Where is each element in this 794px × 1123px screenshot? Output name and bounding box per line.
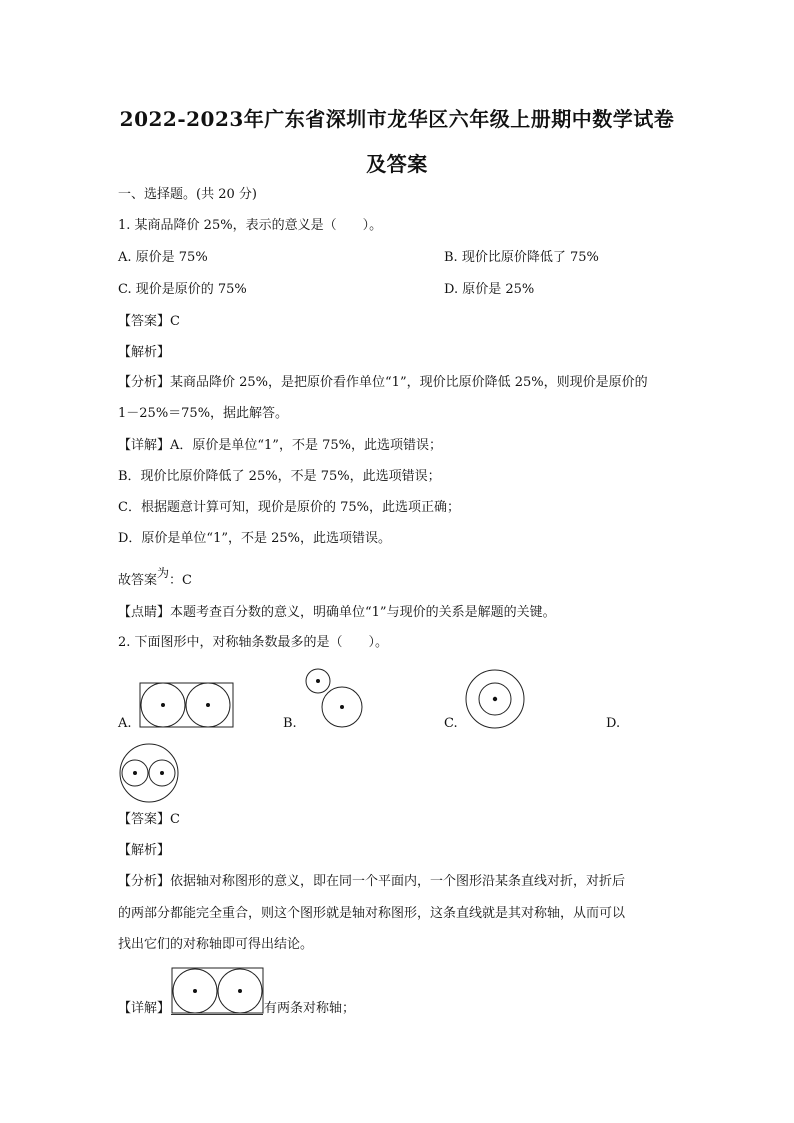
q1-option-a: A. 原价是 75% [118,250,208,265]
q2-label-b: B. [283,716,297,731]
q1-fenxi-line-2: 1－25%＝75%，据此解答。 [118,406,289,421]
q1-fenxi-line-1: 【分析】某商品降价 25%，是把原价看作单位“1”，现价比原价降低 25%，则现价是原价的 [118,375,648,390]
q2-answer: 【答案】C [118,812,180,827]
q1-detail-line-1: 【详解】A．原价是单位“1”，不是 75%，此选项错误； [118,438,442,453]
page-title: 2022-2023年广东省深圳市龙华区六年级上册期中数学试卷 [119,107,675,131]
q1-final-text: 故答案 [118,573,158,588]
figure-c-concentric-circles [464,668,526,730]
q1-dianjing: 【点睛】本题考查百分数的意义，明确单位“1”与现价的关系是解题的关键。 [118,605,556,620]
q1-option-b: B. 现价比原价降低了 75% [444,250,599,265]
question-1-stem: 1. 某商品降价 25%，表示的意义是（ ）。 [118,218,383,233]
q2-label-a: A. [118,716,132,731]
q1-analysis-label: 【解析】 [118,345,171,360]
q1-final-answer [118,566,192,591]
figure-b-offset-circles [302,664,366,730]
q2-label-d: D. [606,716,621,731]
detail-figure-underline [171,1014,263,1015]
detail-figure-rect-two-circles [171,966,265,1016]
q2-detail-prefix: 【详解】 [118,1001,171,1016]
q1-final-sup: 为 [157,566,170,580]
q2-analysis-label: 【解析】 [118,843,171,858]
q2-detail-suffix: 有两条对称轴； [264,1001,356,1016]
q2-label-c: C. [444,716,458,731]
q1-final-value: ：C [169,573,192,588]
q1-detail-line-3: C．根据题意计算可知，现价是原价的 75%，此选项正确； [118,500,460,515]
figure-d-circle-with-two-circles [118,742,180,804]
figure-a-rect-two-circles [138,680,236,730]
q1-detail-line-2: B．现价比原价降低了 25%，不是 75%，此选项错误； [118,469,441,484]
q1-answer: 【答案】C [118,314,180,329]
q2-fenxi-line-1: 【分析】依据轴对称图形的意义，即在同一个平面内，一个图形沿某条直线对折，对折后 [118,874,626,889]
q1-option-d: D. 原价是 25% [444,282,535,297]
q1-option-c: C. 现价是原价的 75% [118,282,247,297]
question-2-stem: 2. 下面图形中，对称轴条数最多的是（ ）。 [118,635,389,650]
q1-detail-line-4: D．原价是单位“1”，不是 25%，此选项错误。 [118,531,392,546]
q2-fenxi-line-3: 找出它们的对称轴即可得出结论。 [118,937,314,952]
section-header: 一、选择题。(共 20 分) [118,187,257,202]
page-title-continued: 及答案 [366,152,428,176]
q2-fenxi-line-2: 的两部分都能完全重合，则这个图形就是轴对称图形，这条直线就是其对称轴，从而可以 [118,906,626,921]
